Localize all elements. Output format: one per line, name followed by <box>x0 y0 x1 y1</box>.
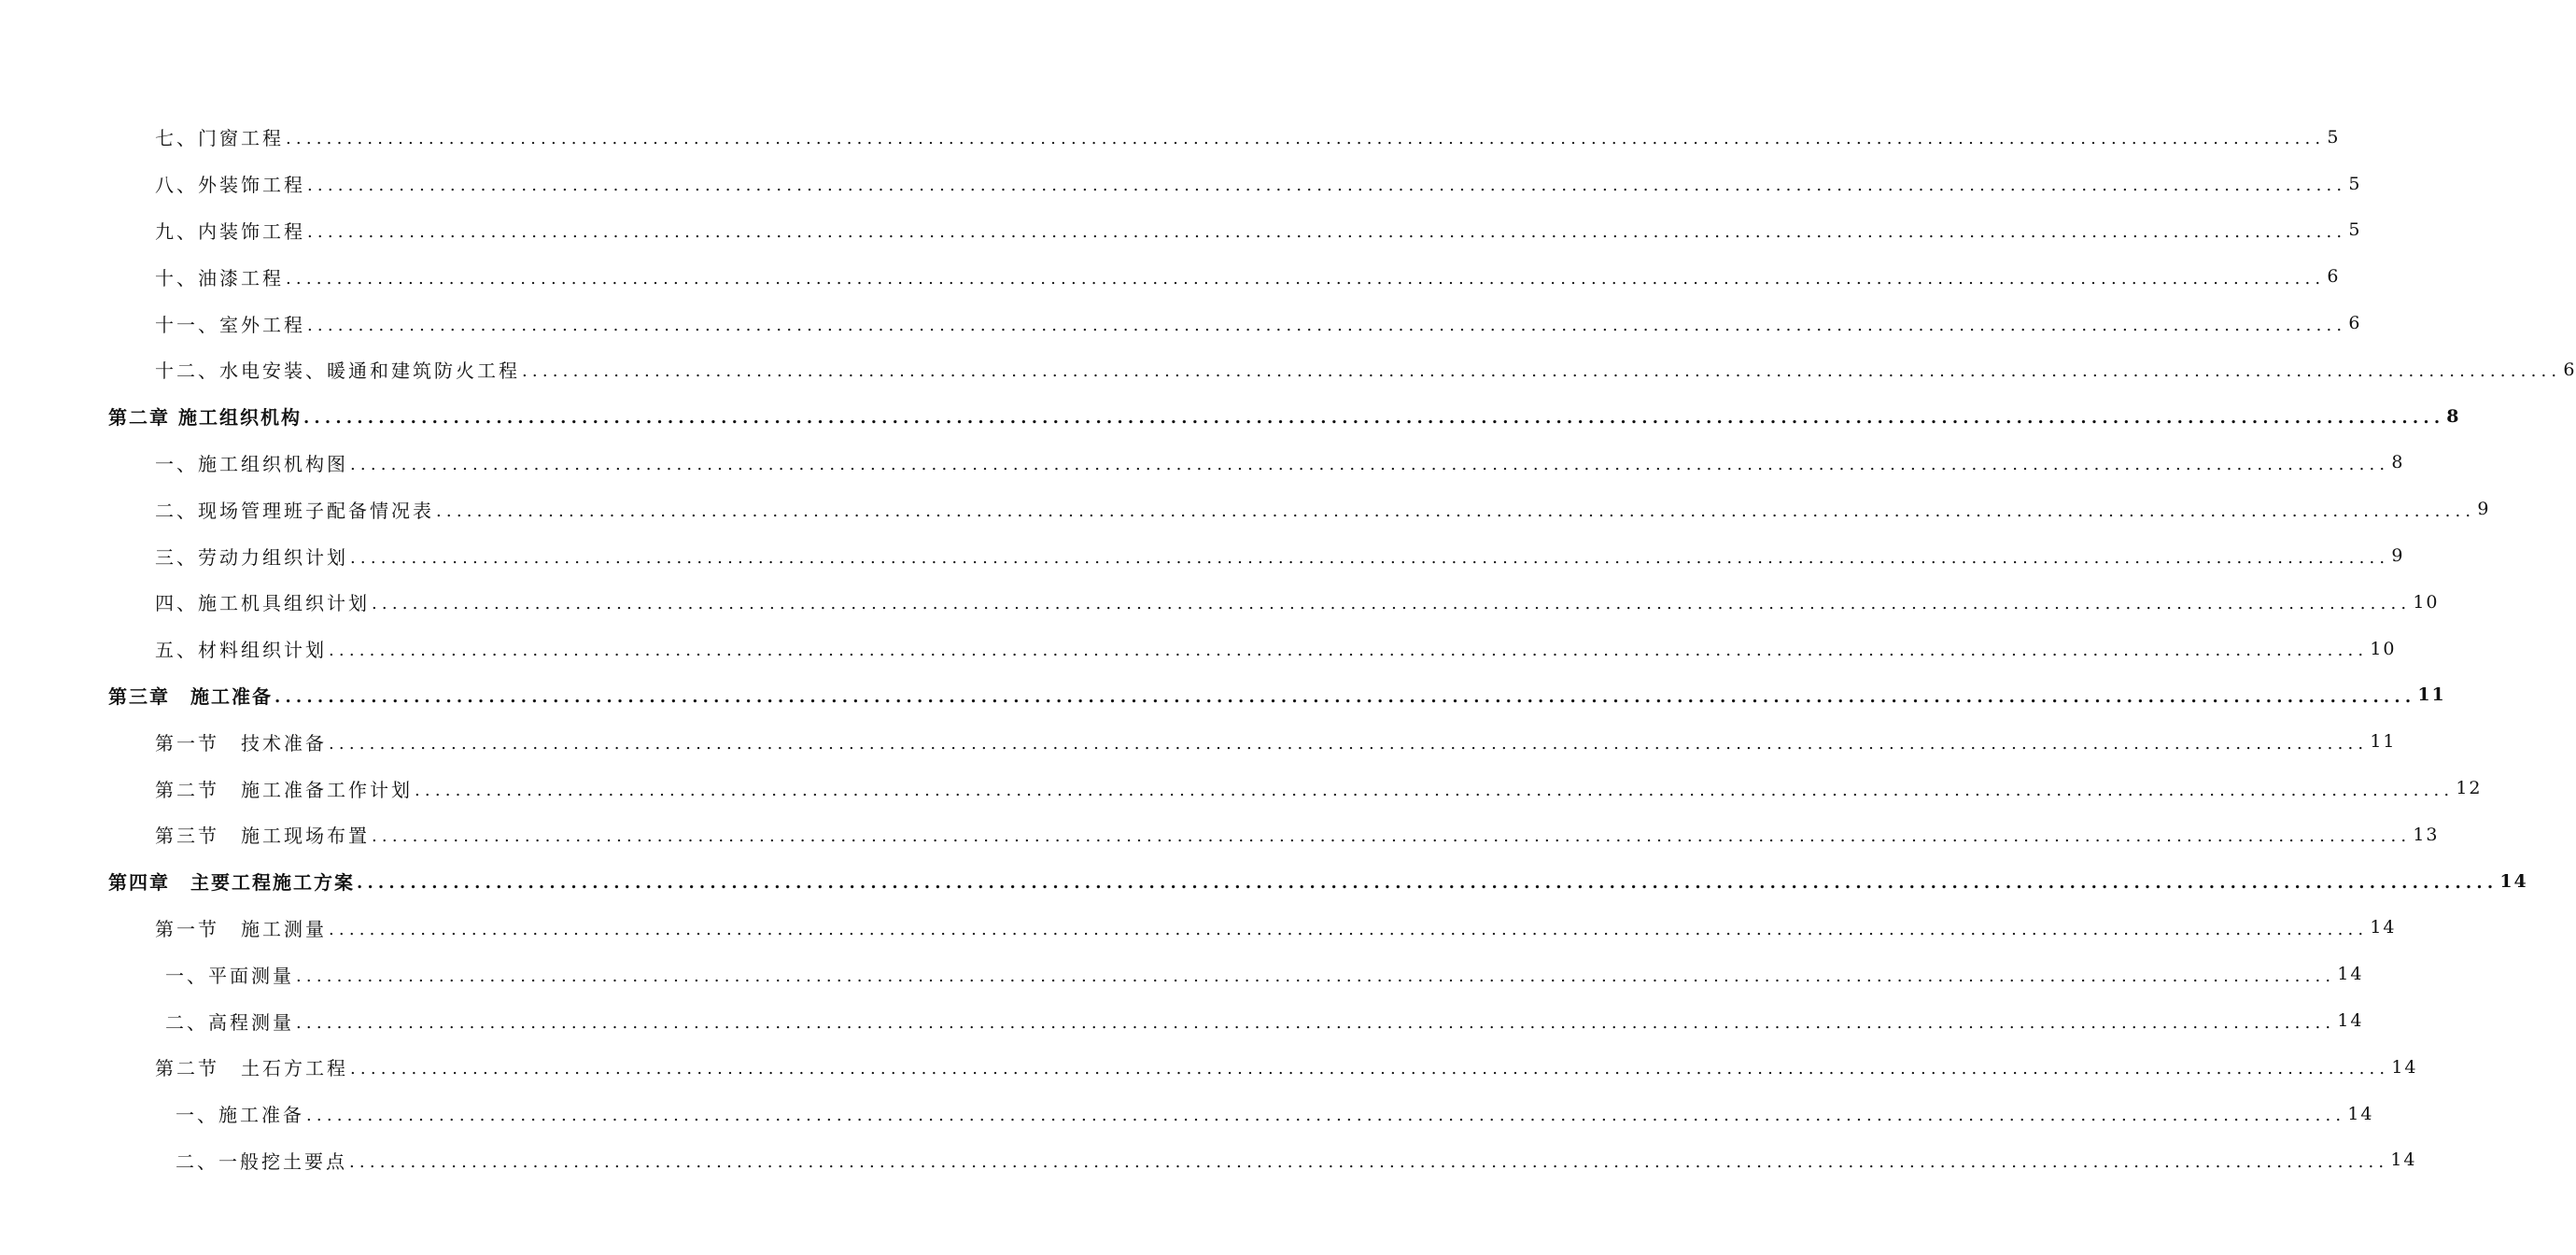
toc-leader-dots: ........................................................................................................................................................................................................ <box>306 1106 2346 1126</box>
toc-leader-dots: ........................................................................................................................................................................................................ <box>296 1012 2336 1033</box>
toc-page-number: 5 <box>2327 126 2341 148</box>
toc-chapter-entry[interactable] <box>0 672 2446 719</box>
toc-leader-dots: ........................................................................................................................................................................................................ <box>372 594 2412 614</box>
toc-entry[interactable] <box>0 440 2405 486</box>
toc-entry-title: 第一节 施工测量 <box>155 917 327 940</box>
toc-entry-title: 第三节 施工现场布置 <box>155 825 370 848</box>
toc-page-number: 9 <box>2477 499 2491 520</box>
toc-entry-title: 第二节 土石方工程 <box>155 1057 348 1080</box>
toc-page-number: 10 <box>2370 638 2397 659</box>
toc-leader-dots: ........................................................................................................................................................................................................ <box>286 129 2326 149</box>
toc-page-number: 6 <box>2563 359 2576 380</box>
toc-entry[interactable] <box>0 486 2491 532</box>
toc-entry-title: 八、外装饰工程 <box>155 174 305 197</box>
toc-page-number: 5 <box>2348 219 2362 241</box>
toc-entry[interactable] <box>0 765 2483 811</box>
toc-entry-title: 三、劳动力组织计划 <box>155 545 348 569</box>
toc-entry-title: 四、施工机具组织计划 <box>155 592 370 615</box>
toc-entry-title: 一、施工组织机构图 <box>155 452 348 475</box>
toc-entry-title: 七、门窗工程 <box>155 127 284 150</box>
toc-page-number: 14 <box>2337 1010 2364 1032</box>
toc-entry[interactable] <box>0 718 2397 765</box>
toc-page-number: 9 <box>2391 545 2405 567</box>
toc-entry[interactable] <box>0 207 2362 254</box>
toc-entry[interactable] <box>0 532 2405 579</box>
toc-entry-title: 第四章 主要工程施工方案 <box>108 871 355 895</box>
toc-entry[interactable] <box>0 1091 2374 1137</box>
toc-leader-dots: ........................................................................................................................................................................................................ <box>350 1059 2390 1079</box>
toc-leader-dots: ........................................................................................................................................................................................................ <box>329 733 2369 754</box>
toc-leader-dots: ........................................................................................................................................................................................................ <box>286 268 2326 289</box>
toc-leader-dots: ........................................................................................................................................................................................................ <box>296 966 2336 986</box>
toc-page-number: 6 <box>2348 313 2362 334</box>
toc-entry-title: 一、平面测量 <box>165 964 294 987</box>
toc-page-number: 6 <box>2327 266 2341 288</box>
toc-leader-dots: ........................................................................................................................................................................................................ <box>349 1151 2389 1172</box>
toc-entry-title: 十、油漆工程 <box>155 266 284 289</box>
toc-entry[interactable] <box>0 161 2362 207</box>
toc-page-number: 13 <box>2413 824 2440 845</box>
toc-entry[interactable] <box>0 951 2364 997</box>
toc-entry-title: 第一节 技术准备 <box>155 731 327 754</box>
toc-entry-title: 五、材料组织计划 <box>155 639 327 662</box>
toc-entry-title: 二、高程测量 <box>165 1010 294 1034</box>
toc-leader-dots: ........................................................................................................................................................................................................ <box>307 221 2347 242</box>
toc-leader-dots: ........................................................................................................................................................................................................ <box>522 361 2562 382</box>
toc-page-number: 14 <box>2499 870 2528 892</box>
toc-leader-dots: ........................................................................................................................................................................................................ <box>372 826 2412 847</box>
toc-entry-title: 二、一般挖土要点 <box>176 1149 347 1173</box>
toc-leader-dots: ........................................................................................................................................................................................................ <box>329 641 2369 661</box>
toc-page-number: 11 <box>2417 684 2446 706</box>
toc-leader-dots: ........................................................................................................................................................................................................ <box>350 547 2390 568</box>
toc-chapter-entry[interactable] <box>0 858 2528 905</box>
toc-entry-title: 第二节 施工准备工作计划 <box>155 778 413 801</box>
toc-entry[interactable] <box>0 905 2397 952</box>
toc-entry[interactable] <box>0 346 2576 393</box>
toc-entry[interactable] <box>0 579 2440 626</box>
toc-entry[interactable] <box>0 114 2341 161</box>
toc-page-number: 14 <box>2391 1056 2418 1078</box>
toc-leader-dots: ........................................................................................................................................................................................................ <box>415 780 2455 800</box>
toc-entry-title: 九、内装饰工程 <box>155 219 305 243</box>
toc-page-number: 10 <box>2413 591 2440 613</box>
toc-page-number: 8 <box>2391 452 2405 473</box>
toc-page-number: 8 <box>2446 405 2461 427</box>
toc-entry-title: 第三章 施工准备 <box>108 684 273 708</box>
toc-leader-dots: ........................................................................................................................................................................................................ <box>350 454 2390 474</box>
table-of-contents <box>0 114 2576 1183</box>
toc-leader-dots: ........................................................................................................................................................................................................ <box>307 315 2347 335</box>
toc-page-number: 14 <box>2347 1103 2374 1124</box>
toc-leader-dots: ........................................................................................................................................................................................................ <box>357 873 2499 894</box>
toc-entry-title: 十二、水电安装、暖通和建筑防火工程 <box>155 360 520 383</box>
toc-entry[interactable] <box>0 300 2362 346</box>
toc-chapter-entry[interactable] <box>0 393 2461 440</box>
toc-entry[interactable] <box>0 626 2397 672</box>
toc-leader-dots: ........................................................................................................................................................................................................ <box>274 686 2416 707</box>
toc-leader-dots: ........................................................................................................................................................................................................ <box>303 408 2445 429</box>
toc-page-number: 11 <box>2370 731 2397 753</box>
toc-page-number: 12 <box>2456 778 2483 799</box>
toc-entry[interactable] <box>0 1137 2417 1184</box>
toc-entry-title: 一、施工准备 <box>176 1104 304 1127</box>
toc-entry-title: 十一、室外工程 <box>155 313 305 336</box>
toc-entry-title: 第二章 施工组织机构 <box>108 406 302 430</box>
toc-entry-title: 二、现场管理班子配备情况表 <box>155 499 434 522</box>
toc-entry[interactable] <box>0 811 2440 858</box>
toc-page-number: 14 <box>2390 1149 2417 1171</box>
toc-page-number: 14 <box>2337 964 2364 985</box>
toc-page-number: 5 <box>2348 173 2362 194</box>
toc-entry[interactable] <box>0 997 2364 1044</box>
toc-entry[interactable] <box>0 1044 2418 1091</box>
toc-leader-dots: ........................................................................................................................................................................................................ <box>307 176 2347 196</box>
toc-leader-dots: ........................................................................................................................................................................................................ <box>329 919 2369 939</box>
toc-leader-dots: ........................................................................................................................................................................................................ <box>436 501 2476 521</box>
toc-page-number: 14 <box>2370 917 2397 938</box>
toc-entry[interactable] <box>0 253 2341 300</box>
